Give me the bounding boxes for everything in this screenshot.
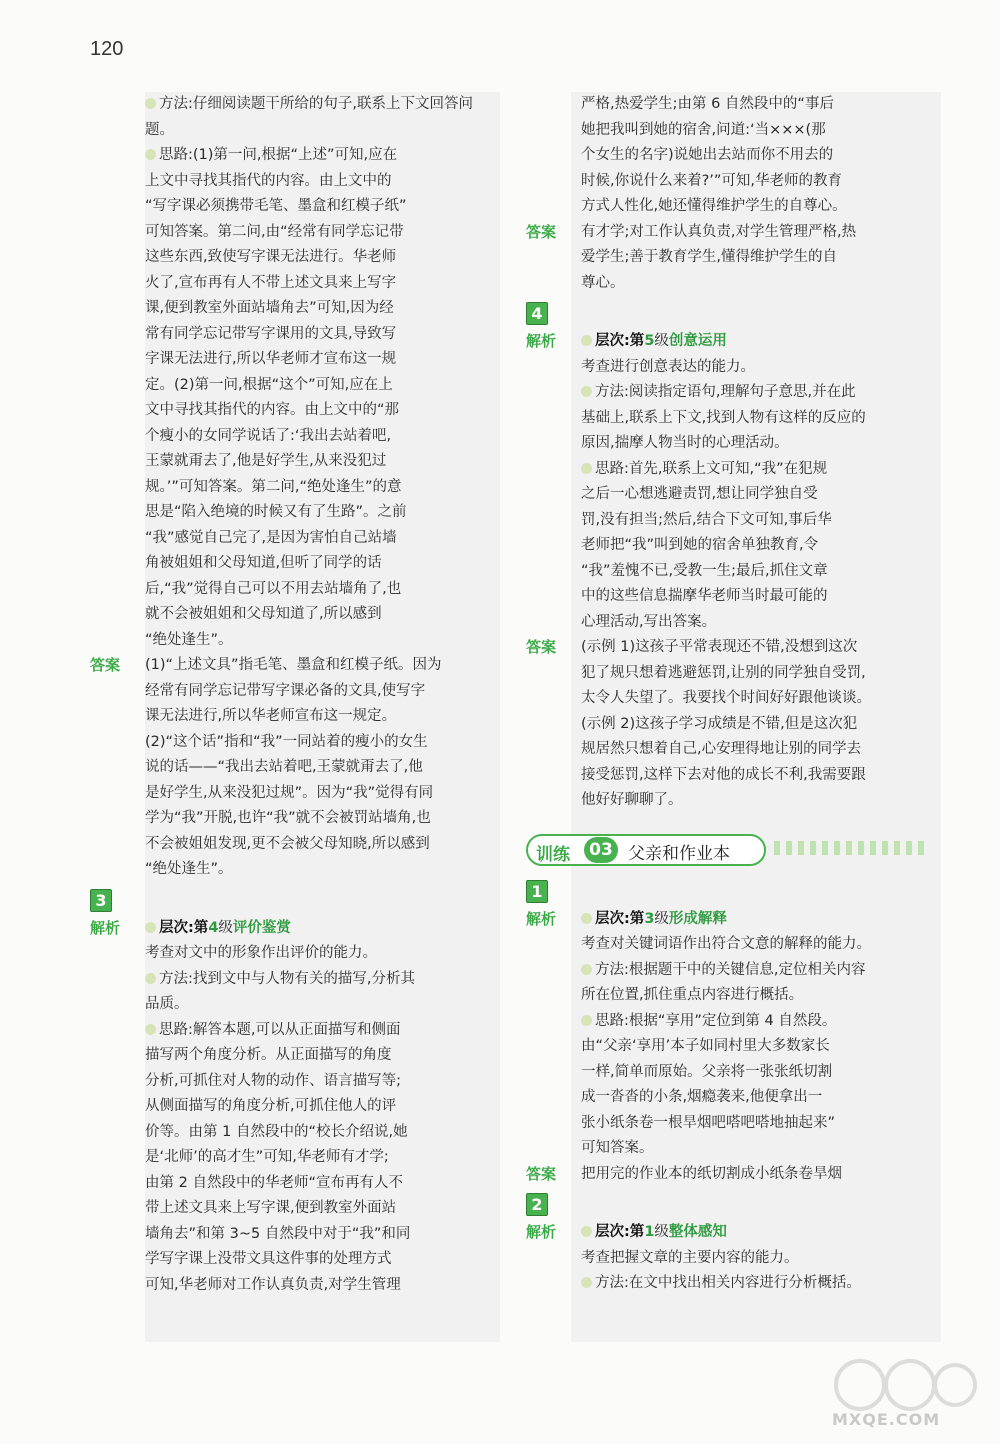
answer-line: 不会被姐姐发现,更不会被父母知晓,所以感到 bbox=[145, 835, 430, 852]
answer-line: 接受惩罚,这样下去对他的成长不利,我需要跟 bbox=[581, 766, 866, 783]
answer-block bbox=[90, 653, 500, 883]
bullet-icon bbox=[581, 964, 592, 975]
bullet-icon bbox=[145, 922, 156, 933]
bullet-icon bbox=[145, 973, 156, 984]
right-column bbox=[526, 92, 941, 1297]
think-line: 学写字课上没带文具这件事的处理方式 bbox=[145, 1251, 392, 1267]
answer-line: 有才学;对工作认真负责,对学生管理严格,热 bbox=[581, 223, 857, 240]
think-line: “写字课必须携带毛笔、墨盒和红模子纸” bbox=[145, 198, 407, 214]
think-line: 这些东西,致使写字课无法进行。华老师 bbox=[145, 249, 397, 265]
think-line: 严格,热爱学生;由第 6 自然段中的“事后 bbox=[581, 96, 834, 112]
answer-line: 规居然只想着自己,心安理得地让别的同学去 bbox=[581, 741, 862, 757]
think-line: 由“父亲‘享用’本子如同村里大多数家长 bbox=[581, 1038, 830, 1054]
think-line: 时候,你说什么来着?’”可知,华老师的教育 bbox=[581, 172, 843, 189]
think-line: 可知答案。 bbox=[581, 1140, 654, 1156]
answer-tag: 答案 bbox=[526, 638, 557, 656]
method-line: 品质。 bbox=[145, 996, 189, 1012]
think-line: 可知答案。第二问,由“经常有同学忘记带 bbox=[145, 223, 404, 240]
analysis-tag: 解析 bbox=[526, 909, 557, 928]
training-title: 父亲和作业本 bbox=[628, 843, 730, 864]
answer-line: 太令人失望了。我要找个时间好好跟他谈谈。 bbox=[581, 690, 871, 706]
bullet-icon bbox=[581, 1226, 592, 1237]
think-line: 思路:(1)第一问,根据“上述”可知,应在 bbox=[145, 143, 500, 169]
level-desc: 考查对关键词语作出符合文意的解释的能力。 bbox=[581, 936, 871, 952]
bullet-icon bbox=[581, 1015, 592, 1026]
think-line: 是‘北师’的高才生”可知,华老师有才学; bbox=[145, 1149, 389, 1165]
think-line: 常有同学忘记带写字课用的文具,导致写 bbox=[145, 325, 397, 342]
think-line: 个瘦小的女同学说话了:‘我出去站着吧, bbox=[145, 427, 392, 444]
answer-tag: 答案 bbox=[526, 222, 557, 241]
method-line: 基础上,联系上下文,找到人物有这样的反应的 bbox=[581, 409, 866, 426]
method-block bbox=[90, 92, 500, 143]
think-line: 之后一心想逃避责罚,想让同学独自受 bbox=[581, 486, 818, 502]
answer-line: 他好好聊聊了。 bbox=[581, 792, 683, 808]
answer-block-q3 bbox=[526, 220, 941, 297]
think-line: 角被姐姐和父母知道,但听了同学的话 bbox=[145, 555, 382, 571]
answer-line: 爱学生;善于教育学生,懂得维护学生的自 bbox=[581, 249, 837, 265]
think-line: 思路:首先,联系上文可知,“我”在犯规 bbox=[581, 457, 941, 483]
page-number: 120 bbox=[90, 38, 124, 60]
think-line: 一样,简单而原始。父亲将一张张纸切割 bbox=[581, 1063, 833, 1080]
think-line: 墙角去”和第 3~5 自然段中对于“我”和同 bbox=[145, 1225, 411, 1242]
question-number-3: 3 bbox=[90, 889, 112, 912]
think-line: 心理活动,写出答案。 bbox=[581, 613, 717, 630]
think-line: 罚,没有担当;然后,结合下文可知,事后华 bbox=[581, 511, 832, 528]
think-line: “我”感觉自己完了,是因为害怕自己站墙 bbox=[145, 529, 397, 546]
method-line: 所在位置,抓住重点内容进行概括。 bbox=[581, 987, 804, 1003]
answer-line: 犯了规只想着逃避惩罚,让别的同学独自受罚, bbox=[581, 664, 866, 681]
level-desc: 考查把握文章的主要内容的能力。 bbox=[581, 1249, 799, 1266]
think-line: 思路:解答本题,可以从正面描写和侧面 bbox=[145, 1018, 500, 1044]
bullet-icon bbox=[581, 463, 592, 474]
method-text: 方法:仔细阅读题干所给的句子,联系上下文回答问题。 bbox=[145, 96, 473, 138]
method-line: 方法:阅读指定语句,理解句子意思,并在此 bbox=[581, 380, 941, 406]
think-line: 定。(2)第一问,根据“这个”可知,应在上 bbox=[145, 376, 393, 393]
think-line: 带上述文具来上写字课,便到教室外面站 bbox=[145, 1200, 397, 1216]
think-line: 中的这些信息揣摩华老师当时最可能的 bbox=[581, 588, 828, 604]
think-line: “我”羞愧不已,受教一生;最后,抓住文章 bbox=[581, 562, 828, 579]
bullet-icon bbox=[145, 1024, 156, 1035]
answer-line: 课无法进行,所以华老师宣布这一规定。 bbox=[145, 708, 397, 724]
continued-think-block bbox=[526, 92, 941, 220]
answer-line: (示例 2)这孩子学习成绩是不错,但是这次犯 bbox=[581, 715, 858, 732]
think-line: 就不会被姐姐和父母知道了,所以感到 bbox=[145, 606, 382, 622]
think-line: 上文中寻找其指代的内容。由上文中的 bbox=[145, 172, 392, 189]
think-line: 后,“我”觉得自己可以不用去站墙角了,也 bbox=[145, 580, 402, 597]
bullet-icon bbox=[145, 149, 156, 160]
think-line: 从侧面描写的角度分析,可抓住他人的评 bbox=[145, 1098, 397, 1114]
bullet-icon bbox=[581, 1277, 592, 1288]
watermark-text: MXQE.COM bbox=[832, 1410, 941, 1429]
think-line: 由第 2 自然段中的华老师“宣布再有人不 bbox=[145, 1174, 403, 1191]
question-number-2: 2 bbox=[526, 1193, 548, 1216]
decorative-dots bbox=[774, 841, 924, 855]
analysis-tag: 解析 bbox=[526, 332, 557, 350]
bullet-icon bbox=[581, 386, 592, 397]
answer-line: 经常有同学忘记带写字课必备的文具,使写字 bbox=[145, 682, 426, 699]
answer-block-t1 bbox=[526, 1162, 941, 1188]
training-number: 03 bbox=[584, 837, 618, 863]
answer-block-q4 bbox=[526, 635, 941, 814]
training-pill bbox=[526, 834, 766, 866]
level-line: 层次:第3级形成解释 bbox=[581, 907, 941, 933]
think-line: 课,便到教室外面站墙角去”可知,因为经 bbox=[145, 300, 394, 316]
analysis-tag: 解析 bbox=[90, 918, 121, 937]
answer-line: 学为“我”开脱,也许“我”就不会被罚站墙角,也 bbox=[145, 810, 431, 826]
method-line: 方法:找到文中与人物有关的描写,分析其 bbox=[145, 967, 500, 993]
level-desc: 考查进行创意表达的能力。 bbox=[581, 358, 755, 375]
think-line: 老师把“我”叫到她的宿舍单独教育,令 bbox=[581, 537, 819, 553]
left-column bbox=[90, 92, 500, 1298]
method-line: 方法:根据题干中的关键信息,定位相关内容 bbox=[581, 958, 941, 984]
answer-line: (2)“这个话”指和“我”一同站着的瘦小的女生 bbox=[145, 733, 428, 750]
think-line: 字课无法进行,所以华老师才宣布这一规 bbox=[145, 351, 397, 367]
analysis-block-q3 bbox=[90, 916, 500, 1299]
level-line: 层次:第1级整体感知 bbox=[581, 1220, 941, 1246]
think-line: 个女生的名字)说她出去站而你不用去的 bbox=[581, 147, 834, 163]
question-number-1: 1 bbox=[526, 880, 548, 903]
analysis-block-t1 bbox=[526, 907, 941, 1162]
think-line: 她把我叫到她的宿舍,问道:‘当×××(那 bbox=[581, 121, 826, 138]
think-line: 王蒙就甭去了,他是好学生,从来没犯过 bbox=[145, 453, 387, 469]
think-line: 规。’”可知答案。第二问,“绝处逢生”的意 bbox=[145, 478, 402, 495]
bullet-icon bbox=[145, 98, 156, 109]
method-line: 方法:在文中找出相关内容进行分析概括。 bbox=[581, 1271, 941, 1297]
answer-tag: 答案 bbox=[90, 656, 121, 674]
answer-line: 把用完的作业本的纸切割成小纸条卷旱烟 bbox=[581, 1165, 842, 1182]
answer-line: “绝处逢生”。 bbox=[145, 861, 233, 877]
level-line: 层次:第5级创意运用 bbox=[581, 329, 941, 355]
think-line: 思是“陷入绝境的时候又有了生路”。之前 bbox=[145, 504, 407, 520]
analysis-block-q4 bbox=[526, 329, 941, 635]
think-line: 价等。由第 1 自然段中的“校长介绍说,她 bbox=[145, 1123, 408, 1140]
think-line: 可知,华老师对工作认真负责,对学生管理 bbox=[145, 1276, 401, 1293]
method-line: 原因,揣摩人物当时的心理活动。 bbox=[581, 435, 789, 451]
answer-line: (1)“上述文具”指毛笔、墨盒和红模子纸。因为 bbox=[145, 657, 442, 673]
think-line: 思路:根据“享用”定位到第 4 自然段。 bbox=[581, 1009, 941, 1035]
think-line: 张小纸条卷一根旱烟吧嗒吧嗒地抽起来” bbox=[581, 1114, 836, 1131]
training-banner bbox=[526, 832, 941, 866]
answer-line: 尊心。 bbox=[581, 274, 625, 291]
answer-tag: 答案 bbox=[526, 1164, 557, 1183]
think-line: 分析,可抓住对人物的动作、语言描写等; bbox=[145, 1072, 401, 1089]
think-line: 方式人性化,她还懂得维护学生的自尊心。 bbox=[581, 198, 847, 214]
think-line: 文中寻找其指代的内容。由上文中的“那 bbox=[145, 402, 400, 418]
think-line: 描写两个角度分析。从正面描写的角度 bbox=[145, 1047, 392, 1063]
level-desc: 考查对文中的形象作出评价的能力。 bbox=[145, 945, 377, 961]
think-block bbox=[90, 143, 500, 653]
analysis-block-t2 bbox=[526, 1220, 941, 1297]
level-line: 层次:第4级评价鉴赏 bbox=[145, 916, 500, 942]
answer-line: 是好学生,从来没犯过规”。因为“我”觉得有同 bbox=[145, 784, 434, 801]
bullet-icon bbox=[581, 335, 592, 346]
think-line: “绝处逢生”。 bbox=[145, 631, 233, 648]
analysis-tag: 解析 bbox=[526, 1223, 557, 1241]
bullet-icon bbox=[581, 913, 592, 924]
training-label: 训练 bbox=[536, 844, 570, 865]
think-line: 成一沓沓的小条,烟瘾袭来,他便拿出一 bbox=[581, 1089, 823, 1105]
answer-line: (示例 1)这孩子平常表现还不错,没想到这次 bbox=[581, 639, 858, 655]
think-line: 火了,宣布再有人不带上述文具来上写字 bbox=[145, 274, 397, 291]
question-number-4: 4 bbox=[526, 302, 548, 325]
answer-line: 说的话——“我出去站着吧,王蒙就甭去了,他 bbox=[145, 759, 423, 775]
